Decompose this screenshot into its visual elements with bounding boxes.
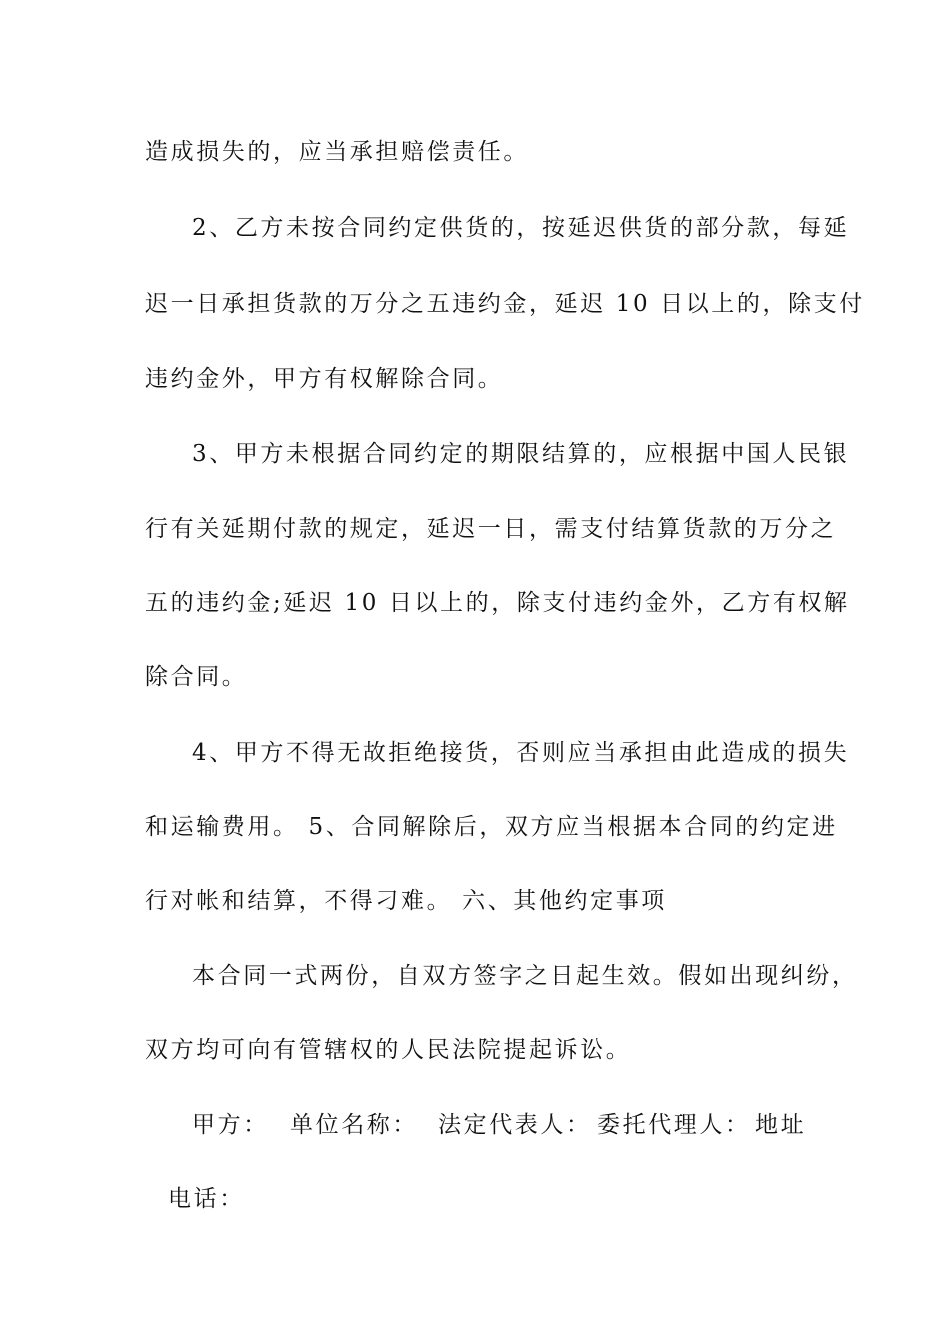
address-label: 地址 [755, 1112, 807, 1138]
text-line: 造成损失的，应当承担赔偿责任。 [145, 139, 529, 165]
agent-label: 委托代理人： [597, 1112, 751, 1138]
text-line: 和运输费用。 5、合同解除后，双方应当根据本合同的约定进 [145, 814, 838, 840]
paragraph-4-line: 4、甲方不得无故拒绝接货，否则应当承担由此造成的损失 [192, 740, 850, 766]
text-line: 五的违约金;延迟 10 日以上的，除支付违约金外，乙方有权解 [145, 590, 850, 616]
phone-label: 电话： [168, 1186, 245, 1212]
unit-name-label: 单位名称： [290, 1112, 418, 1138]
text-line: 行对帐和结算，不得刁难。 六、其他约定事项 [145, 888, 667, 914]
text-line: 迟一日承担货款的万分之五违约金，延迟 10 日以上的，除支付 [145, 291, 865, 317]
legal-rep-label: 法定代表人： [438, 1112, 592, 1138]
text-line: 违约金外，甲方有权解除合同。 [145, 366, 504, 392]
text-line: 行有关延期付款的规定，延迟一日，需支付结算货款的万分之 [145, 516, 837, 542]
text-line: 除合同。 [145, 664, 248, 690]
text-line: 双方均可向有管辖权的人民法院提起诉讼。 [145, 1037, 632, 1063]
party-a-label: 甲方： [192, 1112, 269, 1138]
paragraph-3-line: 3、甲方未根据合同约定的期限结算的，应根据中国人民银 [192, 441, 850, 467]
effectiveness-line: 本合同一式两份，自双方签字之日起生效。假如出现纠纷， [192, 963, 858, 989]
paragraph-2-line: 2、乙方未按合同约定供货的，按延迟供货的部分款，每延 [192, 215, 850, 241]
